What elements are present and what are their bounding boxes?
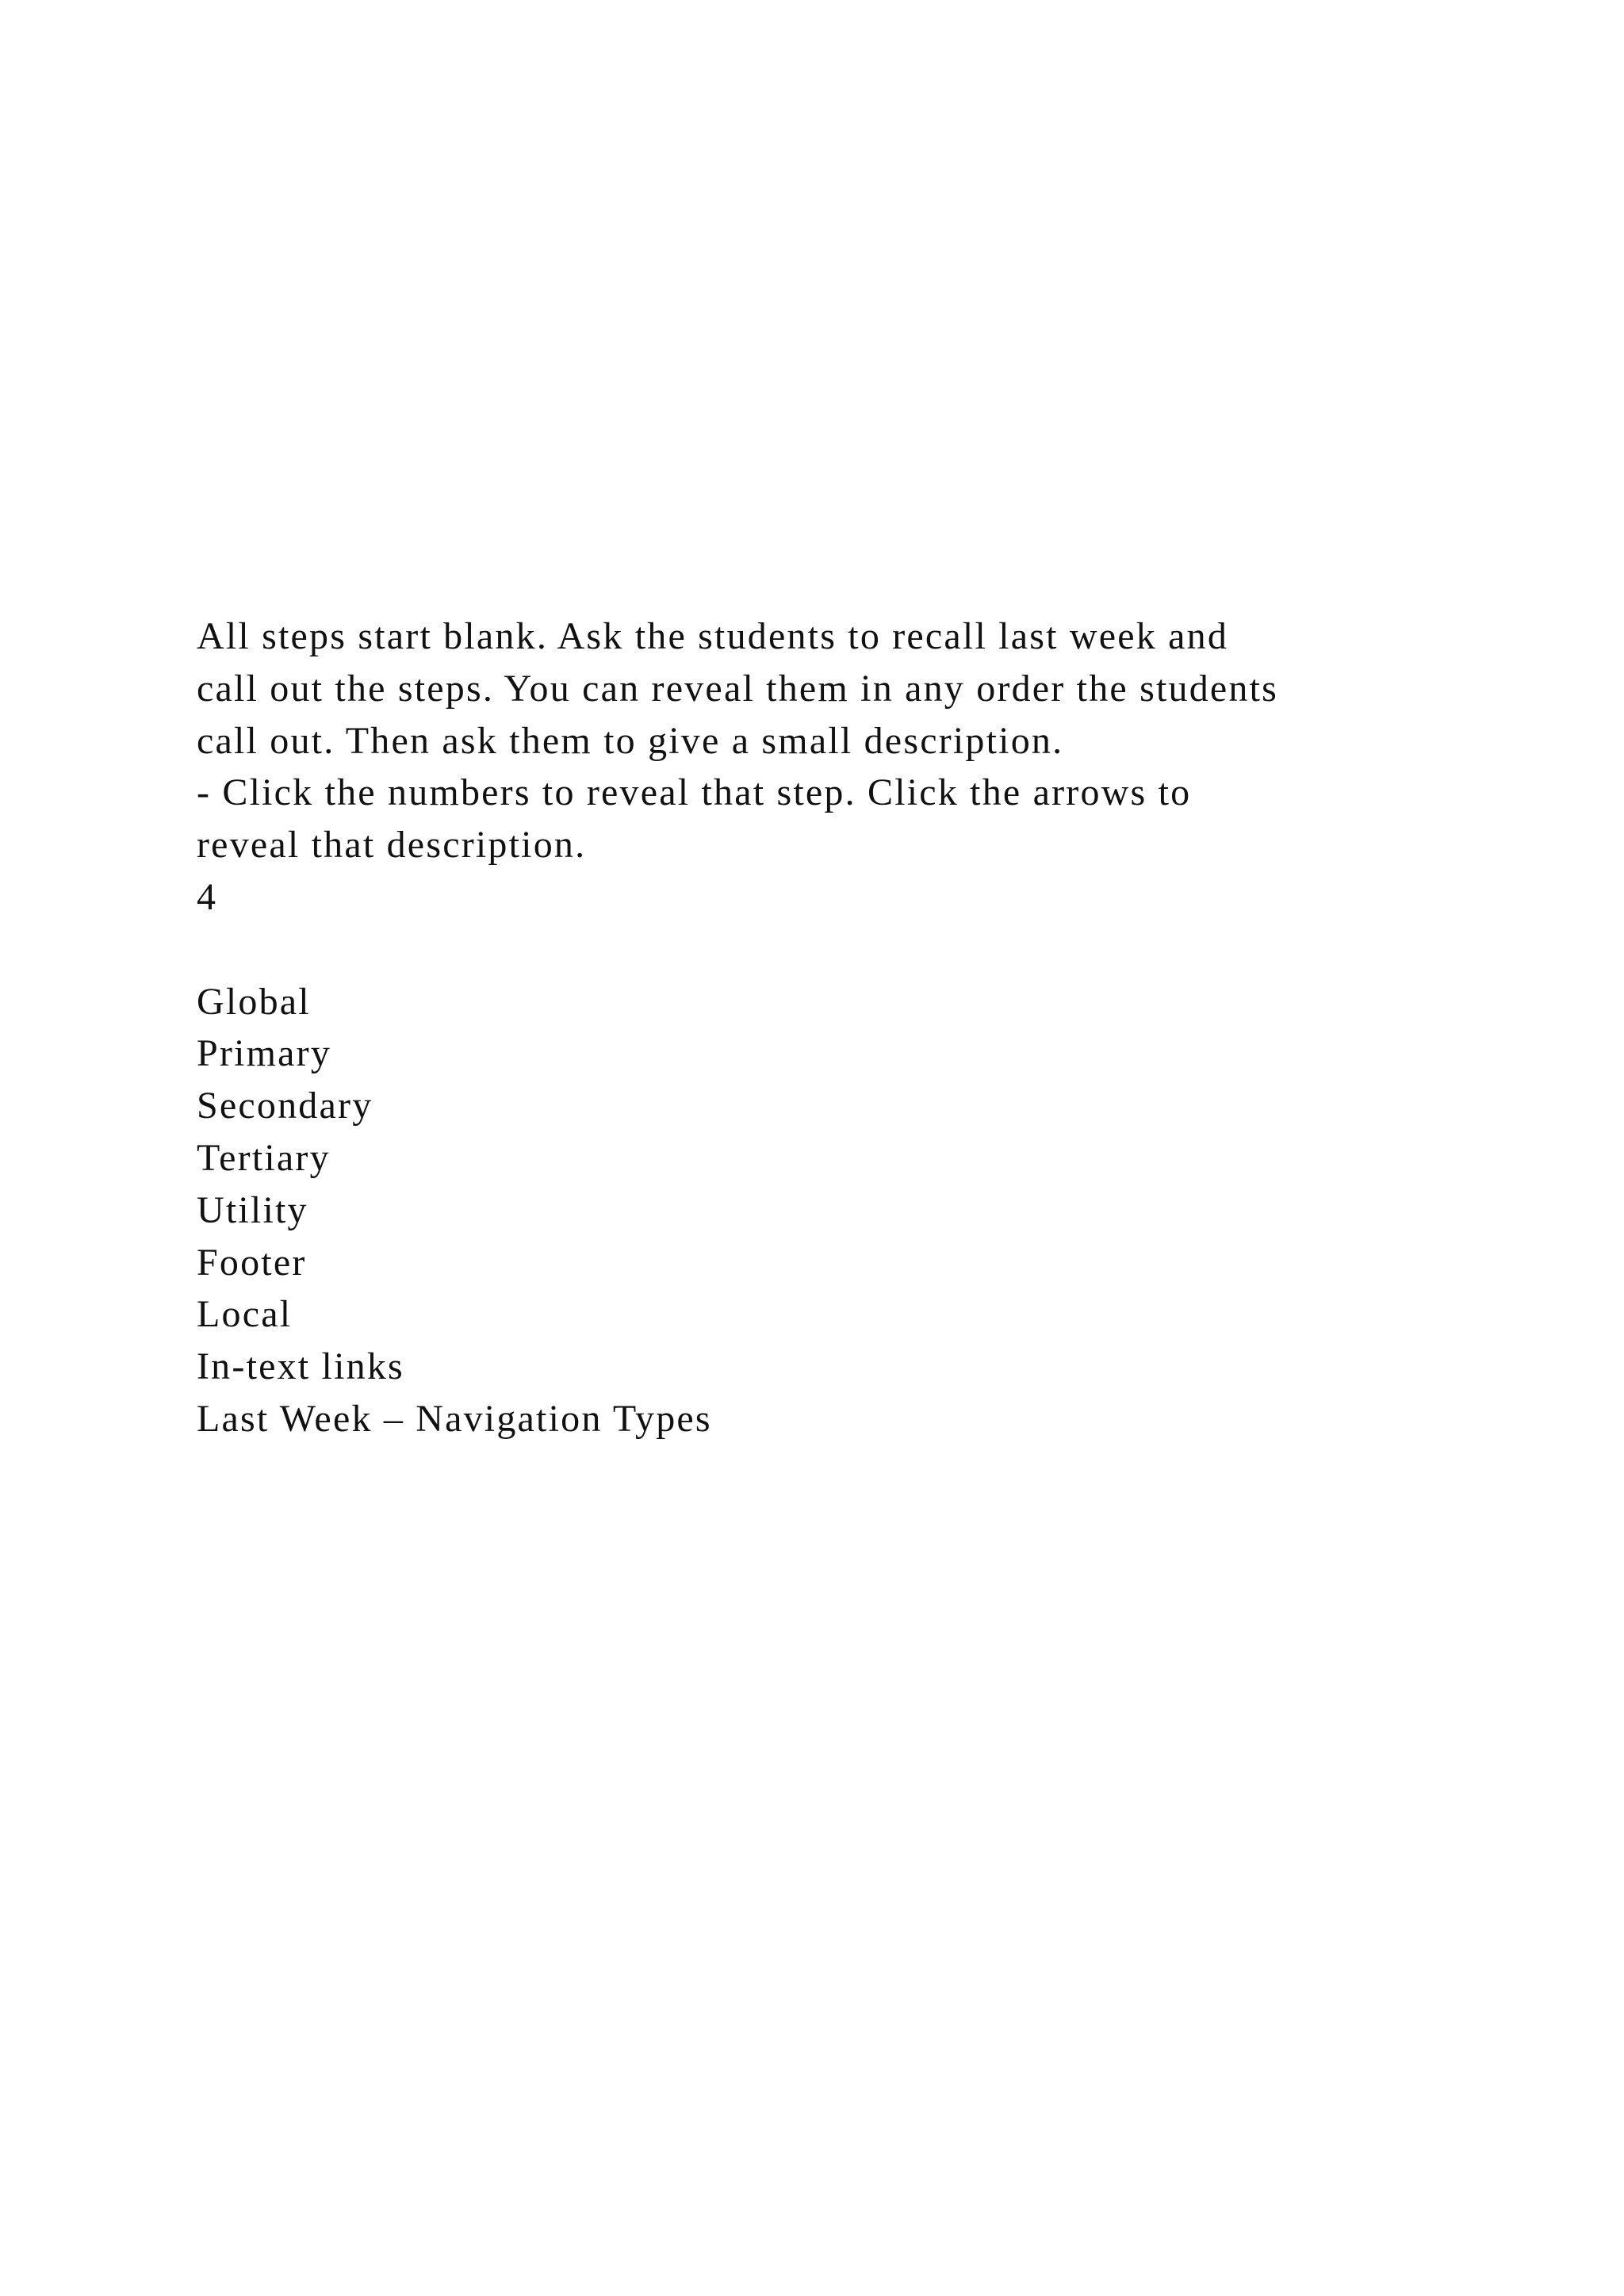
navigation-type-item: Primary — [197, 1032, 332, 1075]
navigation-type-item: Utility — [197, 1188, 308, 1231]
navigation-type-item: Local — [197, 1293, 293, 1336]
navigation-type-item: Tertiary — [197, 1136, 331, 1179]
instruction-line: reveal that description. — [197, 824, 587, 867]
navigation-type-item: In-text links — [197, 1345, 404, 1388]
slide-title: Last Week – Navigation Types — [197, 1397, 712, 1440]
instruction-line: call out. Then ask them to give a small description. — [197, 719, 1064, 762]
instruction-line: - Click the numbers to reveal that step. Click the arrows to — [197, 771, 1192, 814]
slide-number: 4 — [197, 875, 218, 918]
navigation-type-item: Footer — [197, 1241, 307, 1284]
blank-line — [197, 924, 1465, 976]
navigation-type-item: Global — [197, 980, 311, 1023]
instruction-line: All steps start blank. Ask the students to recall last week and — [197, 615, 1229, 657]
instruction-line: call out the steps. You can reveal them in any order the students — [197, 667, 1279, 710]
notes-text-block — [197, 610, 1465, 1445]
navigation-type-item: Secondary — [197, 1085, 373, 1127]
